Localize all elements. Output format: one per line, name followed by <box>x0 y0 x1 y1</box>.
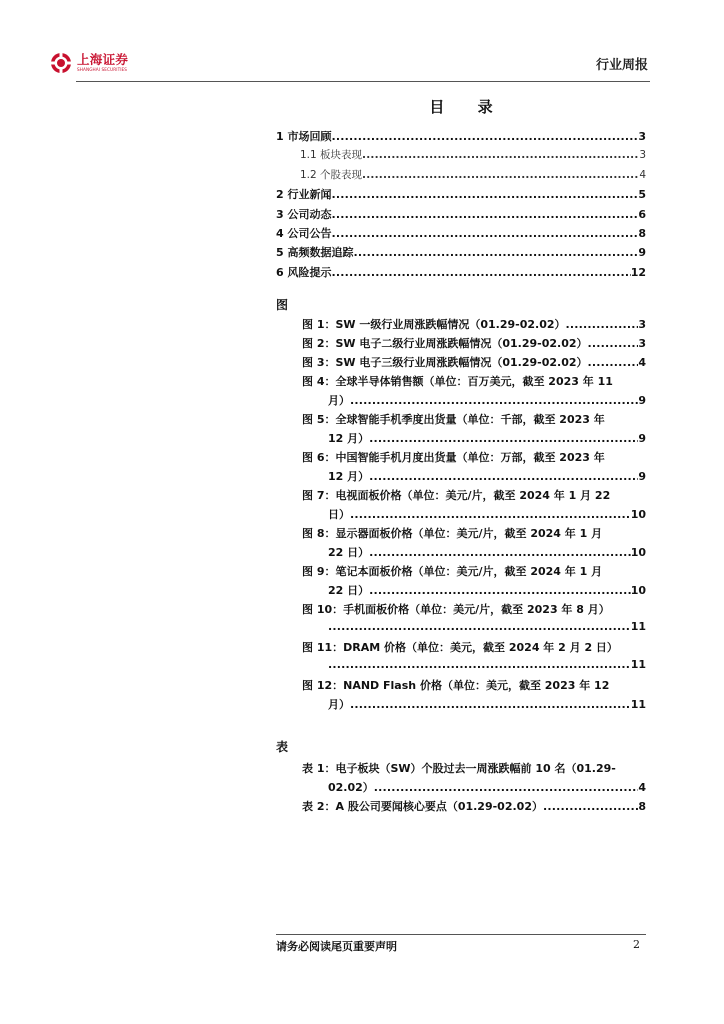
toc-entry[interactable]: 6 风险提示 ..... 12 <box>276 264 646 283</box>
figure-entry[interactable]: 图 12：NAND Flash 价格（单位：美元，截至 2023 年 12 月） ..... 11 <box>302 677 646 715</box>
toc-entry[interactable]: 2 行业新闻 ..... 5 <box>276 186 646 205</box>
figure-entry[interactable]: 图 7：电视面板价格（单位：美元/片，截至 2024 年 1 月 22 日） ..... 10 <box>302 487 646 525</box>
toc-entry[interactable]: 5 高频数据追踪 ..... 9 <box>276 244 646 263</box>
table-entry[interactable]: 表 2：A 股公司要闻核心要点（01.29-02.02） ..... 8 <box>302 798 646 817</box>
figure-entry[interactable]: 图 5：全球智能手机季度出货量（单位：千部，截至 2023 年 12 月） ..... 9 <box>302 411 646 449</box>
table-of-contents <box>276 128 646 283</box>
page-number: 2 <box>633 938 640 951</box>
figure-entry[interactable]: 图 2：SW 电子二级行业周涨跌幅情况（01.29-02.02） ..... 3 <box>302 335 646 354</box>
header-divider <box>76 81 650 82</box>
footer-disclaimer: 请务必阅读尾页重要声明 <box>276 940 397 953</box>
page-footer <box>276 934 646 953</box>
report-type-label: 行业周报 <box>595 58 648 73</box>
logo-chinese-name: 上海证券 <box>77 51 129 67</box>
figure-entry[interactable]: 图 9：笔记本面板价格（单位：美元/片，截至 2024 年 1 月 22 日） ..... 10 <box>302 563 646 601</box>
figure-entry[interactable]: 图 6：中国智能手机月度出货量（单位：万部，截至 2023 年 12 月） ..... 9 <box>302 449 646 487</box>
company-logo <box>50 52 128 74</box>
tables-section-title: 表 <box>276 740 289 754</box>
page-header <box>46 48 650 78</box>
table-entry[interactable]: 表 1：电子板块（SW）个股过去一周涨跌幅前 10 名（01.29- 02.02） ..... 4 <box>302 760 646 798</box>
toc-entry[interactable]: 3 公司动态 ..... 6 <box>276 206 646 225</box>
figure-entry[interactable]: 图 3：SW 电子三级行业周涨跌幅情况（01.29-02.02） ..... 4 <box>302 354 646 373</box>
logo-seal-icon <box>50 52 72 74</box>
figures-section-title: 图 <box>276 298 289 312</box>
toc-entry[interactable]: 1 市场回顾 ..... 3 <box>276 128 646 147</box>
figure-entry[interactable]: 图 11：DRAM 价格（单位：美元，截至 2024 年 2 月 2 日） ..... 11 <box>302 639 646 677</box>
logo-english-name: SHANGHAI SECURITIES <box>77 67 128 73</box>
toc-entry[interactable]: 1.1 板块表现 ..... 3 <box>276 147 646 166</box>
footer-divider <box>276 934 646 935</box>
figure-entry[interactable]: 图 4：全球半导体销售额（单位：百万美元，截至 2023 年 11 月） ..... 9 <box>302 373 646 411</box>
toc-title: 目 录 <box>429 98 507 116</box>
figure-entry[interactable]: 图 10：手机面板价格（单位：美元/片，截至 2023 年 8 月） ..... 11 <box>302 601 646 639</box>
tables-list <box>302 760 646 817</box>
figure-entry[interactable]: 图 1：SW 一级行业周涨跌幅情况（01.29-02.02） ..... 3 <box>302 316 646 335</box>
figures-list <box>302 316 646 715</box>
figure-entry[interactable]: 图 8：显示器面板价格（单位：美元/片，截至 2024 年 1 月 22 日） ..... 10 <box>302 525 646 563</box>
toc-entry[interactable]: 4 公司公告 ..... 8 <box>276 225 646 244</box>
toc-entry[interactable]: 1.2 个股表现 ..... 4 <box>276 167 646 186</box>
